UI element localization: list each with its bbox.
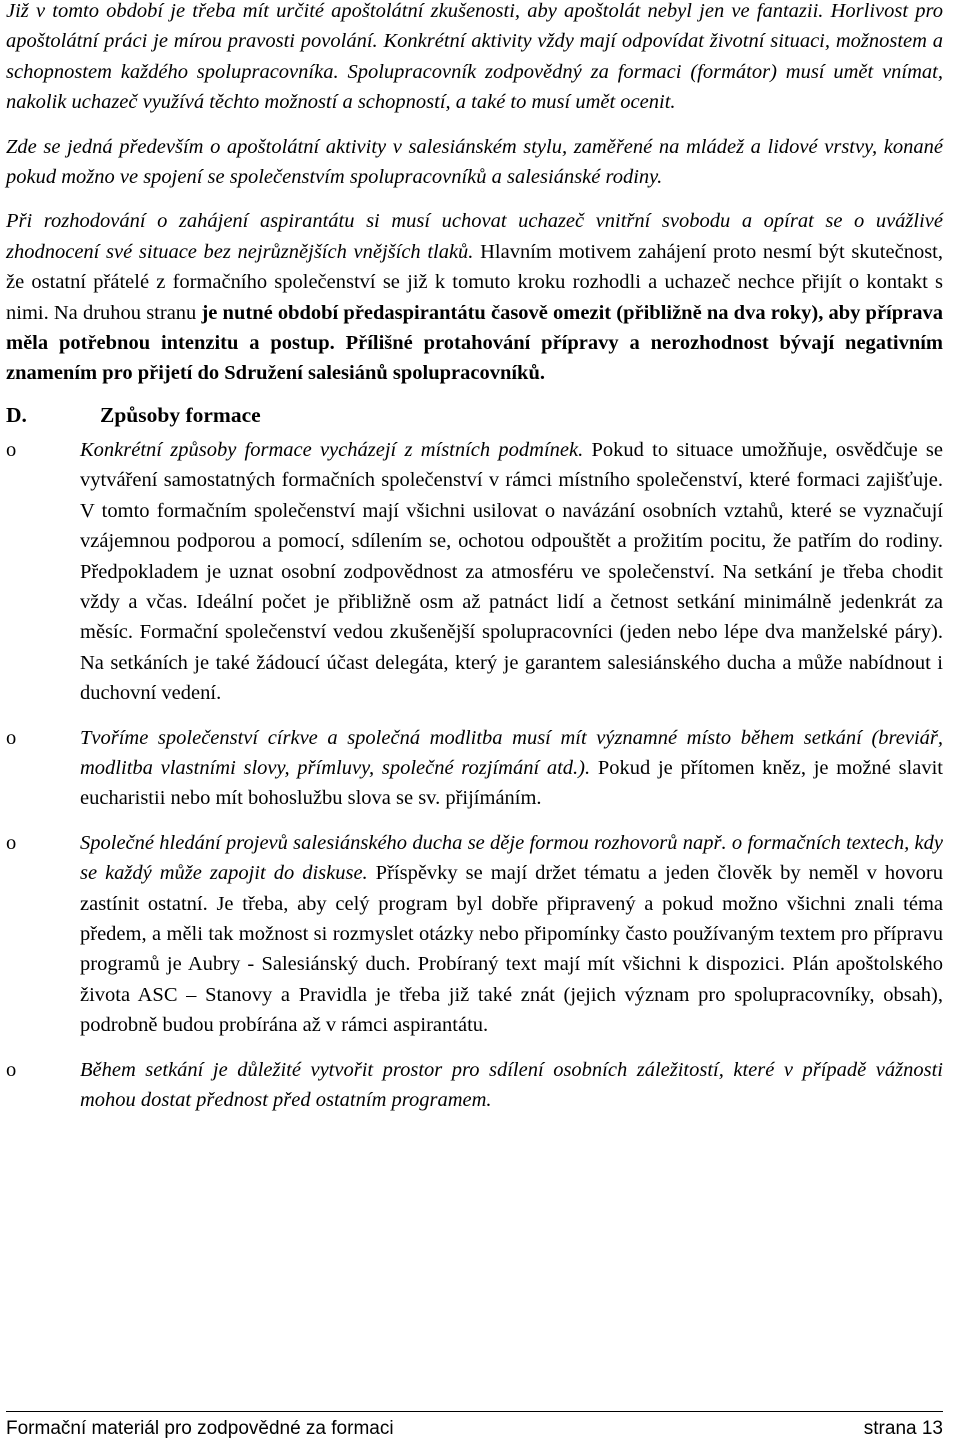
list-item [6,723,943,814]
formation-methods-list [6,435,943,1116]
list-item-text [80,1055,943,1116]
list-item [6,1055,943,1116]
list-item-italic: Společné hledání projevů salesiánského ducha se děje formou rozhovorů např. o formačních textech, kdy se každý může zapojit do diskuse. [80,831,943,885]
list-item-text [80,723,943,814]
list-item-italic: Tvoříme společenství církve a společná modlitba musí mít významné místo během setkání (breviář, modlitba vlastními slovy, přímluvy, společné rozjímání atd.). [80,726,943,779]
list-item [6,435,943,709]
paragraph-apostolate-experience: Již v tomto období je třeba mít určité apoštolátní zkušenosti, aby apoštolát nebyl jen ve fantazii. Horlivost pro apoštolátní práci je mírou pravosti povolání. Konkrétní aktivity vždy mají odpovídat životní situaci, možnostem a schopnostem každého spolupracovníka. Spolupracovník zodpovědný za formaci (formátor) musí umět vnímat, nakolik uchazeč využívá těchto možností a schopností, a také to musí umět ocenit. [6,0,943,114]
list-item-regular: Pokud to situace umožňuje, osvědčuje se vytváření samostatných formačních společenství v rámci místního společenství, které formaci zajišťuje. V tomto formačním společenství mají všichni usilovat o navázání osobních vztahů, které se vyznačují vzájemnou podporou a pomocí, sdílením se, ochotou odpouštět a prožitím pocitu, že patřím do rodiny. Předpokladem je uznat osobní zodpovědnost za atmosféru ve společenství. Na setkání je třeba chodit vždy a včas. Ideální počet je přibližně osm až patnáct lidí a četnost setkání minimálně jedenkrát za měsíc. Formační společenství vedou zkušenější spolupracovníci (jeden nebo lépe dva manželské páry). Na setkáních je také žádoucí účast delegáta, který je garantem salesiánského ducha a může nabídnout i duchovní vedení. [80,438,943,705]
aspirantate-decision-bold: je nutné období předaspirantátu časově omezit (přibližně na dva roky), aby příprava měla potřebnou intenzitu a postup. Přílišné protahování přípravy a nerozhodnost bývají negativním znamením pro přijetí do Sdružení salesiánů spolupracovníků. [6,301,944,385]
list-item-regular: Příspěvky se mají držet tématu a jeden člověk by neměl v hovoru zastínit ostatní. Je třeba, aby celý program byl dobře připravený a pokud možno všichni znali téma předem, a měli tak možnost si rozmyslet otázky nebo připomínky často používaným textem pro přípravu programů je Aubry - Salesiánský duch. Probíraný text mají mít všichni k dispozici. Plán apoštolského života ASC – Stanovy a Pravidla je třeba již také znát (jejich význam pro spolupracovníky, obsah), podrobně budou probírána až v rámci aspirantátu. [80,862,943,1037]
list-item [6,828,943,1041]
list-item-italic: Konkrétní způsoby formace vycházejí z místních podmínek. [80,438,584,461]
bullet-marker-icon: o [6,726,17,749]
footer-page-number: strana 13 [863,1418,943,1439]
bullet-marker-icon: o [6,1058,17,1081]
aspirantate-decision-italic: Při rozhodování o zahájení aspirantátu si musí uchovat uchazeč vnitřní svobodu a opírat se o uvážlivé zhodnocení své situace bez nejrůznějších vnějších tlaků. [6,210,943,263]
list-item-italic: Během setkání je důležité vytvořit prostor pro sdílení osobních záležitostí, které v případě vážnosti mohou dostat přednost před ostatním programem. [80,1058,943,1111]
document-page [6,0,943,1129]
section-heading [6,397,943,433]
bullet-marker-icon: o [6,831,17,854]
footer-document-title: Formační materiál pro zodpovědné za formaci [6,1418,394,1439]
list-item-regular: Pokud je přítomen kněz, je možné slavit eucharistii nebo mít bohoslužbu slova se sv. přijímáním. [80,756,943,810]
bullet-marker-icon: o [6,438,17,461]
list-item-text [80,828,943,1041]
paragraph-aspirantate-decision [6,206,943,388]
paragraph-salesian-style: Zde se jedná především o apoštolátní aktivity v salesiánském stylu, zaměřené na mládež a lidové vrstvy, konané pokud možno ve spojení se společenstvím spolupracovníků a salesiánské rodiny. [6,135,943,189]
list-item-text [80,435,943,709]
section-title: Způsoby formace [100,402,261,427]
page-footer [6,1411,943,1446]
aspirantate-decision-regular: Hlavním motivem zahájení proto nesmí být skutečnost, že ostatní přátelé z formačního společenství se již k tomuto kroku rozhodli a uchazeč nechce přijít o kontakt s nimi. Na druhou stranu [6,240,944,324]
section-number: D. [6,402,27,427]
